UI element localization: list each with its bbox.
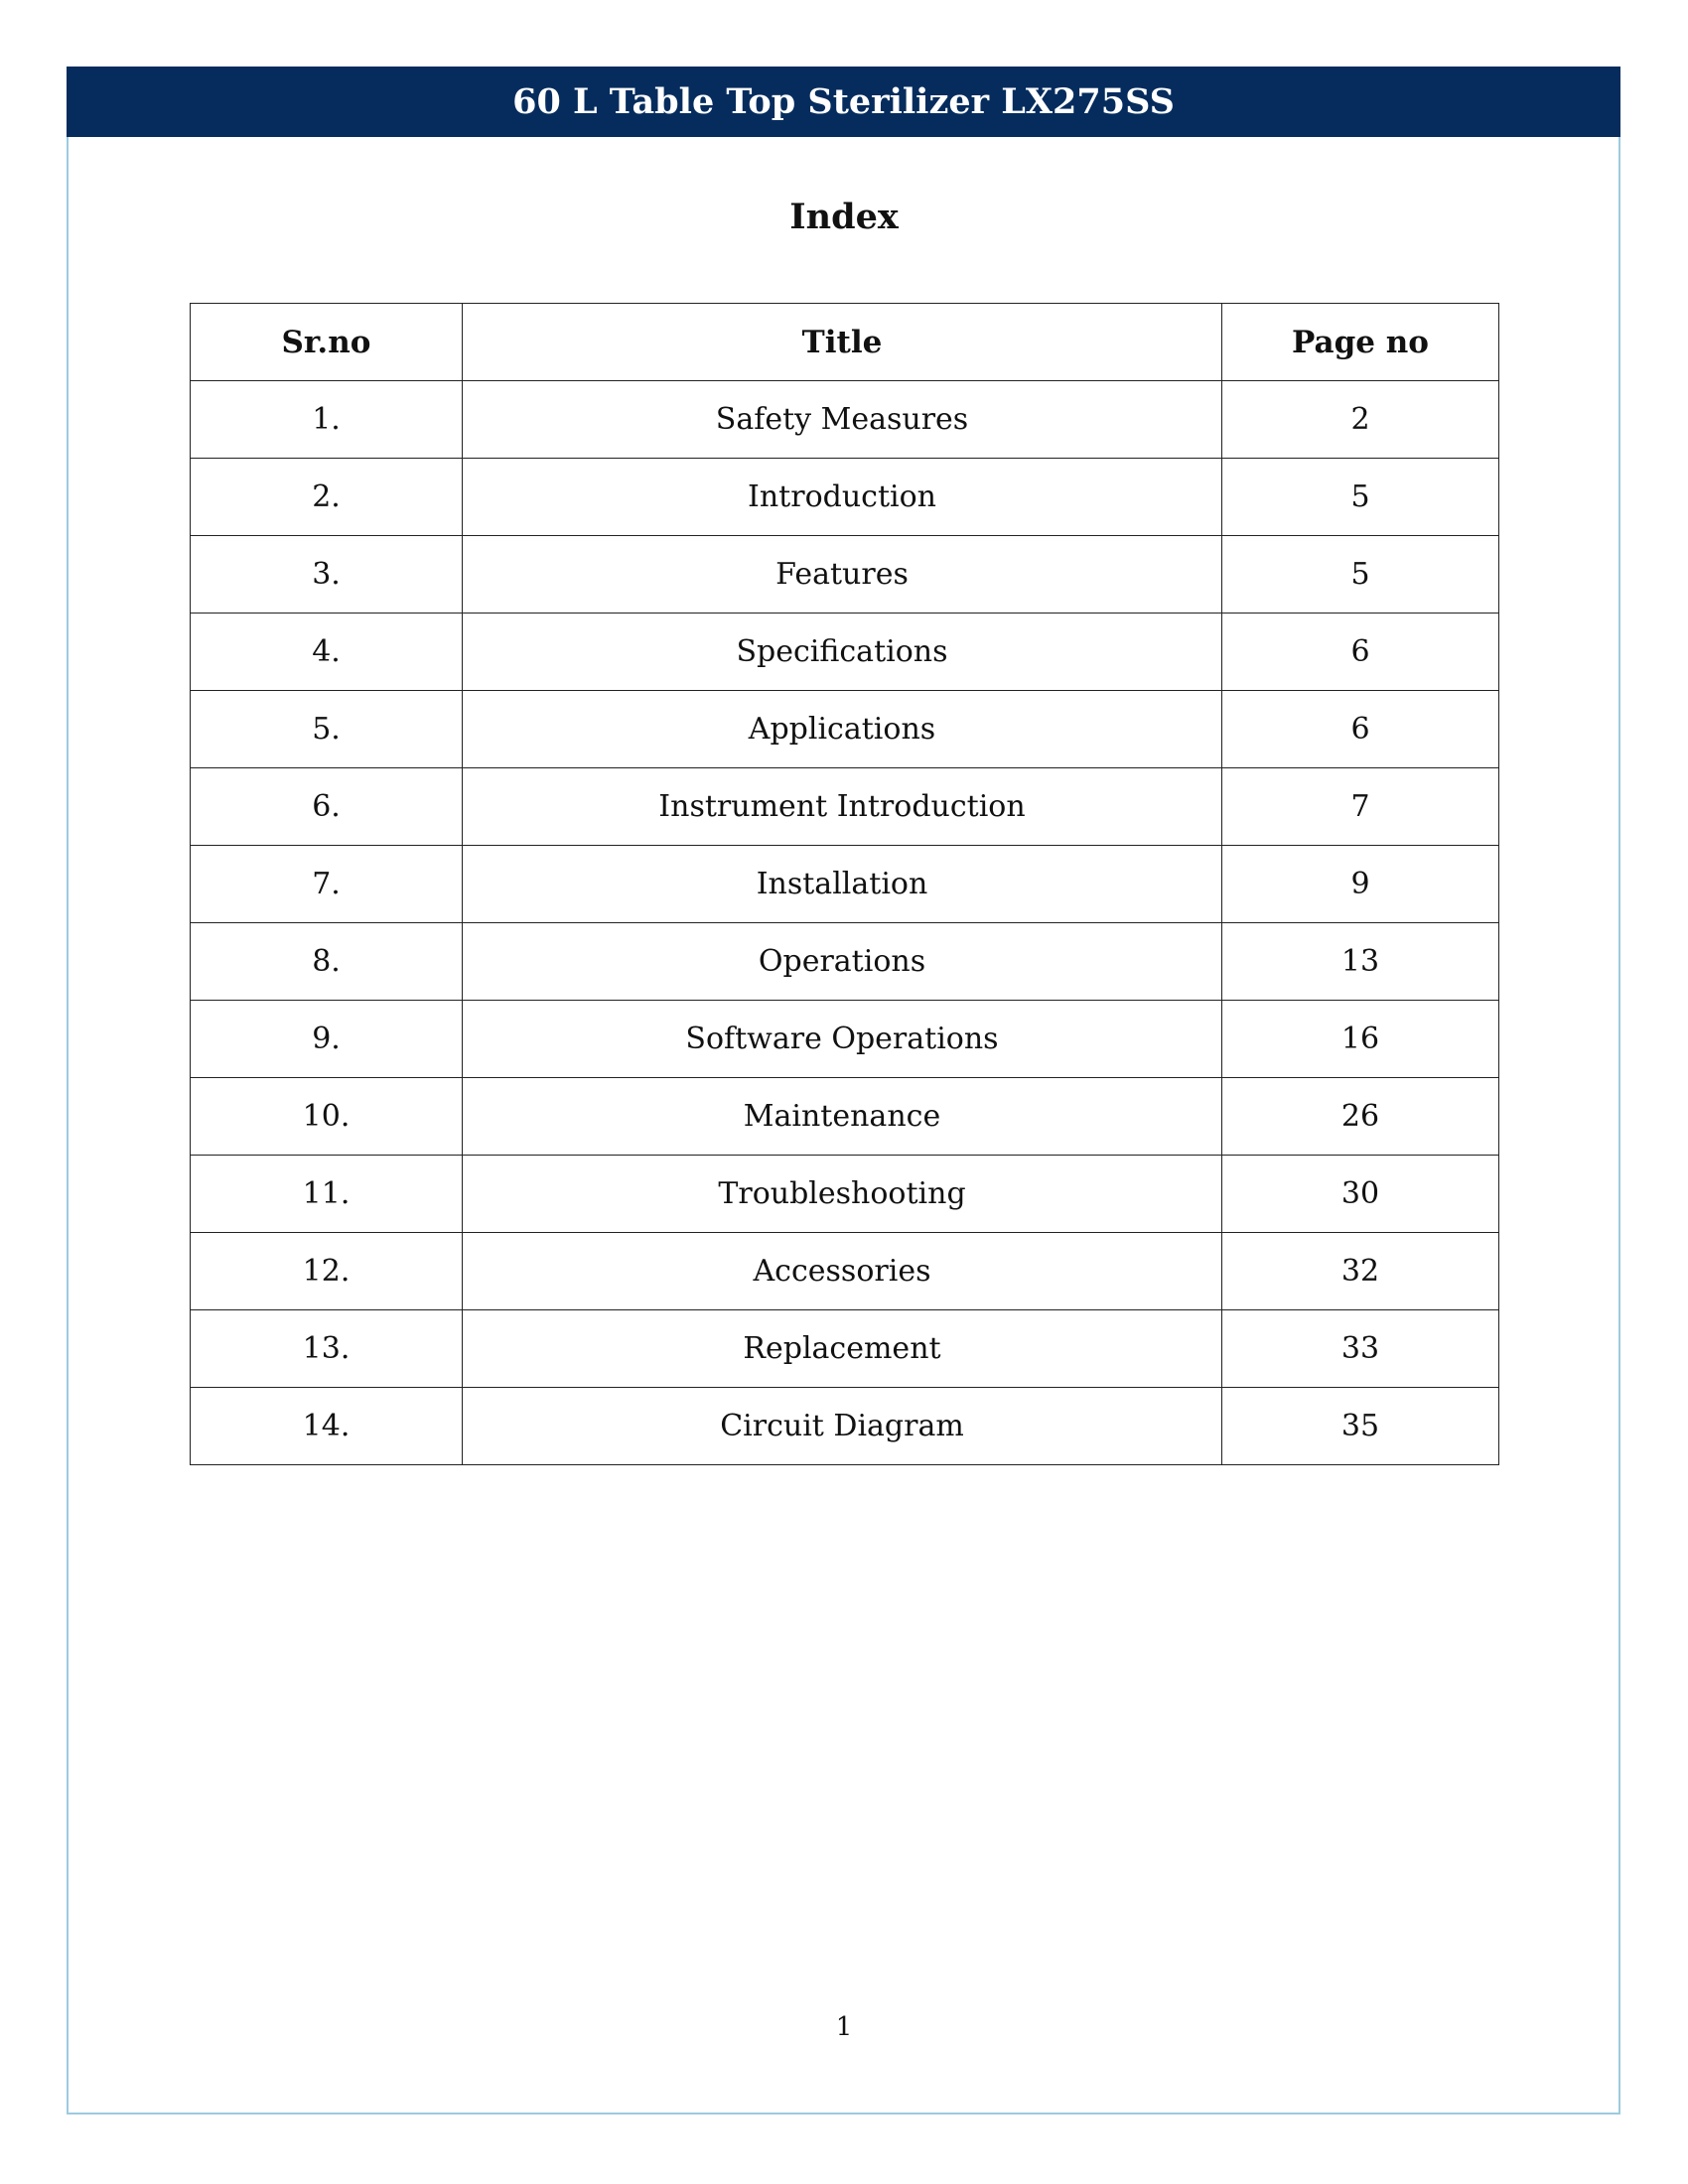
cell-page: 16 — [1222, 1001, 1499, 1078]
table-row — [191, 614, 1499, 691]
cell-title: Maintenance — [463, 1078, 1222, 1156]
cell-srno: 8. — [191, 923, 463, 1001]
cell-page: 30 — [1222, 1156, 1499, 1233]
cell-page: 6 — [1222, 691, 1499, 768]
index-heading: Index — [789, 197, 899, 237]
table-row — [191, 381, 1499, 459]
table-row — [191, 536, 1499, 614]
table-row — [191, 1156, 1499, 1233]
cell-srno: 14. — [191, 1388, 463, 1465]
cell-page: 6 — [1222, 614, 1499, 691]
cell-page: 5 — [1222, 459, 1499, 536]
cell-title: Specifications — [463, 614, 1222, 691]
cell-srno: 5. — [191, 691, 463, 768]
table-row — [191, 691, 1499, 768]
document-header — [67, 67, 1620, 137]
page-number: 1 — [835, 2012, 853, 2042]
column-header-title: Title — [463, 304, 1222, 381]
cell-srno: 10. — [191, 1078, 463, 1156]
cell-page: 33 — [1222, 1310, 1499, 1388]
cell-title: Operations — [463, 923, 1222, 1001]
column-header-page: Page no — [1222, 304, 1499, 381]
cell-page: 26 — [1222, 1078, 1499, 1156]
cell-page: 9 — [1222, 846, 1499, 923]
cell-page: 13 — [1222, 923, 1499, 1001]
cell-title: Software Operations — [463, 1001, 1222, 1078]
cell-title: Circuit Diagram — [463, 1388, 1222, 1465]
cell-title: Instrument Introduction — [463, 768, 1222, 846]
table-row — [191, 1001, 1499, 1078]
table-row — [191, 768, 1499, 846]
table-row — [191, 1078, 1499, 1156]
cell-page: 32 — [1222, 1233, 1499, 1310]
cell-title: Applications — [463, 691, 1222, 768]
cell-srno: 3. — [191, 536, 463, 614]
cell-srno: 9. — [191, 1001, 463, 1078]
cell-srno: 7. — [191, 846, 463, 923]
table-row — [191, 459, 1499, 536]
cell-srno: 13. — [191, 1310, 463, 1388]
cell-page: 35 — [1222, 1388, 1499, 1465]
column-header-srno: Sr.no — [191, 304, 463, 381]
cell-srno: 2. — [191, 459, 463, 536]
table-row — [191, 1310, 1499, 1388]
cell-title: Accessories — [463, 1233, 1222, 1310]
cell-srno: 11. — [191, 1156, 463, 1233]
cell-title: Troubleshooting — [463, 1156, 1222, 1233]
cell-page: 2 — [1222, 381, 1499, 459]
cell-srno: 4. — [191, 614, 463, 691]
index-table — [190, 303, 1499, 1465]
document-title: 60 L Table Top Sterilizer LX275SS — [512, 81, 1175, 122]
cell-page: 5 — [1222, 536, 1499, 614]
cell-srno: 6. — [191, 768, 463, 846]
table-body — [191, 381, 1499, 1465]
table-row — [191, 923, 1499, 1001]
cell-title: Replacement — [463, 1310, 1222, 1388]
cell-page: 7 — [1222, 768, 1499, 846]
cell-srno: 1. — [191, 381, 463, 459]
cell-srno: 12. — [191, 1233, 463, 1310]
cell-title: Features — [463, 536, 1222, 614]
cell-title: Installation — [463, 846, 1222, 923]
table-row — [191, 1388, 1499, 1465]
cell-title: Introduction — [463, 459, 1222, 536]
table-row — [191, 1233, 1499, 1310]
cell-title: Safety Measures — [463, 381, 1222, 459]
table-row — [191, 846, 1499, 923]
table-header-row — [191, 304, 1499, 381]
